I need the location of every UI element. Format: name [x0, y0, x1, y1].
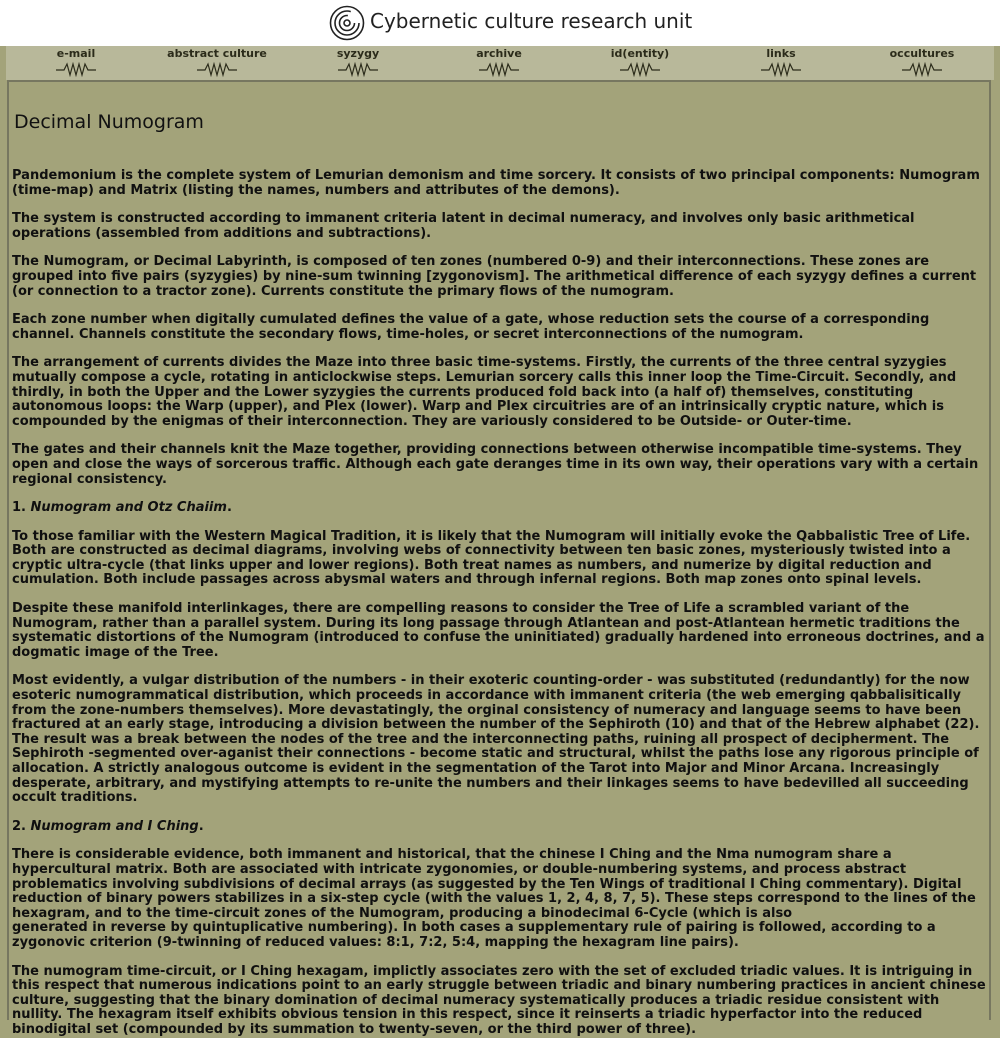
nav-item-occultures[interactable]	[852, 46, 992, 80]
article-paragraph: The Numogram, or Decimal Labyrinth, is composed of ten zones (numbered 0-9) and their interconnections. These zones are grouped into five pairs (syzygies) by nine-sum twinning [zygonovism]. The arithmetical difference of each syzygy defines a current (or connection to a tractor zone). Currents constitute the primary flows of the numogram.	[12, 254, 977, 299]
spiral-logo-icon[interactable]	[329, 5, 365, 41]
paragraph-part: generated in reverse by quintuplicative numbering). In both cases a supplementary rule of pairing is followed, according to a zygonovic criterion (9-twinning of reduced values: 8:1, 7:2, 5:4, mapping the hexagram line pairs).	[12, 920, 936, 950]
article-paragraph: The system is constructed according to immanent criteria latent in decimal numeracy, and involves only basic arithmetical operations (assembled from additions and subtractions).	[12, 211, 915, 241]
nav-label[interactable]: occultures	[889, 47, 955, 60]
section-heading: 1. Numogram and Otz Chaiim.	[12, 500, 232, 516]
nav-label[interactable]: archive	[476, 47, 522, 60]
squiggle-icon	[761, 62, 801, 76]
site-header	[0, 0, 1000, 46]
site-title: Cybernetic culture research unit	[370, 9, 693, 33]
squiggle-icon	[479, 62, 519, 76]
article-paragraph: The numogram time-circuit, or I Ching hexagam, implictly associates zero with the set of excluded triadic values. It is intriguing in this respect that numerous indications point to an early struggle between triadic and binary numbering practices in ancient chinese culture, suggesting that the binary domination of decimal numeracy systematically produces a triadic residue consistent with nullity. The hexagram itself exhibits obvious tension in this respect, since it reinserts a triadic hyperfactor into the reduced binodigital set (compounded by its summation to twenty-seven, or the third power of three).	[12, 963, 986, 1037]
nav-label[interactable]: links	[766, 47, 796, 60]
squiggle-icon	[620, 62, 660, 76]
section-number: 1.	[12, 500, 26, 516]
nav-item-e-mail[interactable]	[6, 46, 146, 80]
article-paragraph: Despite these manifold interlinkages, there are compelling reasons to consider the Tree of Life a scrambled variant of the Numogram, rather than a parallel system. During its long passage through Atlantean and post-Atlantean hermetic traditions the systematic distortions of the Numogram (introduced to confuse the uninitiated) gradually hardened into erroneous doctrines, and a dogmatic image of the Tree.	[12, 601, 985, 660]
paragraph-part: There is considerable evidence, both immanent and historical, that the chinese I Ching and the Nma numogram share a hypercultural matrix. Both are associated with intricate zygonomies, or double-numbering systems, and process abstract problematics involving subdivisions of decimal arrays (as suggested by the Ten Wings of traditional I Ching commentary). Digital reduction of binary powers stabilizes in a six-step cycle (with the values 1, 2, 4, 8, 7, 5). These steps correspond to the lines of the hexagram, and to the time-circuit zones of the Numogram, producing a binodecimal 6-Cycle (which is also	[12, 847, 976, 921]
squiggle-icon	[56, 62, 96, 76]
article-paragraph: Each zone number when digitally cumulated defines the value of a gate, whose reduction sets the course of a corresponding channel. Channels constitute the secondary flows, time-holes, or secret interconnections of the numogram.	[12, 312, 930, 342]
squiggle-icon	[338, 62, 378, 76]
nav-item-abstract-culture[interactable]	[147, 46, 287, 80]
nav-label[interactable]: id(entity)	[610, 47, 670, 60]
section-heading: 2. Numogram and I Ching.	[12, 818, 204, 834]
section-number: 2.	[12, 818, 26, 834]
page-title: Decimal Numogram	[14, 111, 204, 133]
main-nav	[6, 46, 994, 80]
article-content	[7, 80, 991, 1037]
section-title: Numogram and I Ching	[30, 818, 199, 834]
nav-item-archive[interactable]	[429, 46, 569, 80]
article-paragraph: Most evidently, a vulgar distribution of the numbers - in their exoteric counting-order - was substituted (redundantly) for the now esoteric numogrammatical distribution, which proceeds in accordance with immanent criteria (the web emerging qabbalisitically from the zone-numbers themselves). More devastatingly, the orginal consistency of numeracy and language seems to have been fractured at an early stage, introducing a division between the number of the Sephiroth (10) and that of the Hebrew alphabet (22). The result was a break between the nodes of the tree and the interconnecting paths, ruining all prospect of decipherment. The Sephiroth -segmented over-aganist their connections - become static and structural, whilst the paths lose any rigorous principle of allocation. A strictly analogous outcome is evident in the segmentation of the Tarot into Major and Minor Arcana. Increasingly desperate, arbitrary, and mystifying attempts to re-unite the numbers and their linkages seems to have bedevilled all succeeding occult traditions.	[12, 673, 980, 806]
article-paragraph: The arrangement of currents divides the Maze into three basic time-systems. Firstly, the currents of the three central syzygies mutually compose a cycle, rotating in anticlockwise steps. Lemurian sorcery calls this inner loop the Time-Circuit. Secondly, and thirdly, in both the Upper and the Lower syzygies the currents produced fold back into (a half of) themselves, constituting autonomous loops: the Warp (upper), and Plex (lower). Warp and Plex circuitries are of an intrinsically cryptic nature, which is compounded by the enigmas of their interconnection. They are variously considered to be Outside- or Outer-time.	[12, 355, 957, 429]
article-paragraph: The gates and their channels knit the Maze together, providing connections between otherwise incompatible time-systems. They open and close the ways of sorcerous traffic. Although each gate deranges time in its own way, their operations vary with a certain regional consistency.	[12, 442, 979, 487]
nav-item-identity[interactable]	[570, 46, 710, 80]
nav-label[interactable]: e-mail	[56, 47, 96, 60]
section-title: Numogram and Otz Chaiim	[30, 500, 227, 516]
nav-label[interactable]: abstract culture	[167, 47, 267, 60]
article-paragraph	[12, 848, 986, 950]
squiggle-icon	[902, 62, 942, 76]
nav-item-syzygy[interactable]	[288, 46, 428, 80]
nav-label[interactable]: syzygy	[336, 47, 380, 60]
nav-item-links[interactable]	[711, 46, 851, 80]
squiggle-icon	[197, 62, 237, 76]
article-paragraph: Pandemonium is the complete system of Lemurian demonism and time sorcery. It consists of two principal components: Numogram (time-map) and Matrix (listing the names, numbers and attributes of the demons).	[12, 168, 980, 198]
article-paragraph: To those familiar with the Western Magical Tradition, it is likely that the Numogram will initially evoke the Qabbalistic Tree of Life. Both are constructed as decimal diagrams, involving webs of connectivity between ten basic zones, mysteriously twisted into a cryptic ultra-cycle (that links upper and lower regions). Both treat names as numbers, and numerize by digital reduction and cumulation. Both include passages across abysmal waters and through infernal regions. Both map zones onto spinal levels.	[12, 528, 971, 588]
